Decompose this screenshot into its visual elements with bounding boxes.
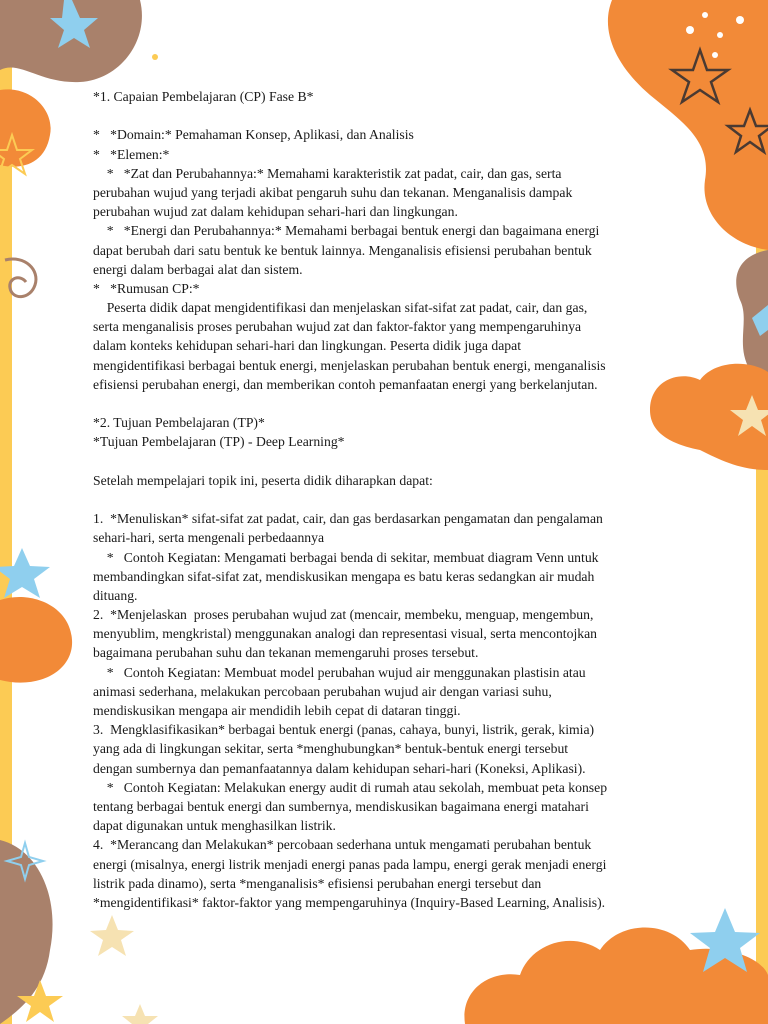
text-line: perubahan wujud zat dalam kehidupan sehari-hari dan lingkungan.	[93, 204, 458, 220]
text-line: * Contoh Kegiatan: Mengamati berbagai benda di sekitar, membuat diagram Venn untuk	[93, 549, 599, 565]
document-text	[93, 87, 685, 912]
text-line: *Tujuan Pembelajaran (TP) - Deep Learning*	[93, 434, 345, 450]
text-line: dapat digunakan untuk menghasilkan listrik.	[93, 818, 336, 834]
text-line: * *Energi dan Perubahannya:* Memahami berbagai bentuk energi dan bagaimana energi	[93, 223, 600, 239]
bottom-left-cream-star-2	[122, 1004, 158, 1024]
text-line: * *Zat dan Perubahannya:* Memahami karakteristik zat padat, cair, dan gas, serta	[93, 165, 562, 181]
text-line: dapat berubah dari satu bentuk ke bentuk lainnya. Menganalisis efisiensi perubahan bentuk	[93, 242, 592, 258]
text-line: 2. *Menjelaskan proses perubahan wujud zat (mencair, membeku, menguap, mengembun,	[93, 607, 594, 623]
text-line: * *Elemen:*	[93, 146, 170, 162]
text-line: efisiensi perubahan energi, dan memberikan contoh pemanfaatan energi yang berkelanjutan.	[93, 376, 598, 392]
top-left-dot	[152, 54, 158, 60]
text-line: * *Domain:* Pemahaman Konsep, Aplikasi, dan Analisis	[93, 127, 414, 143]
blank-line	[93, 490, 685, 509]
blank-line	[93, 106, 685, 125]
text-line: membandingkan sifat-sifat zat, mendiskusikan mengapa es batu keras sedangkan air mudah	[93, 568, 595, 584]
blank-line	[93, 394, 685, 413]
text-line: *2. Tujuan Pembelajaran (TP)*	[93, 415, 265, 431]
text-line: yang ada di lingkungan sekitar, serta *menghubungkan* bentuk-bentuk energi tersebut	[93, 741, 569, 757]
text-line: animasi sederhana, melakukan percobaan perubahan wujud air dengan variasi suhu,	[93, 683, 552, 699]
text-line: *mengidentifikasi* faktor-faktor yang mempengaruhinya (Inquiry-Based Learning, Analisis).	[93, 894, 606, 910]
top-right-dot-2	[702, 12, 708, 18]
top-right-dot-1	[686, 26, 694, 34]
text-line: *1. Capaian Pembelajaran (CP) Fase B*	[93, 89, 314, 104]
text-line: mendiskusikan mengapa air mendidih lebih cepat di dataran tinggi.	[93, 703, 461, 718]
text-line: serta menganalisis proses perubahan wujud zat dan faktor-faktor yang mempengaruhinya	[93, 319, 582, 335]
bottom-left-cream-star	[90, 915, 134, 956]
text-line: mengidentifikasi berbagai bentuk energi, menjelaskan perubahan bentuk energi, menganalisis	[93, 357, 606, 373]
text-line: listrik pada dinamo), serta *menganalisis* efisiensi perubahan energi tersebut dan	[93, 875, 542, 891]
text-line: dalam konteks kehidupan sehari-hari dan lingkungan. Peserta didik juga dapat	[93, 338, 521, 354]
top-right-dot-5	[712, 52, 718, 58]
text-line: Peserta didik dapat mengidentifikasi dan menjelaskan sifat-sifat zat padat, cair, dan gas,	[93, 300, 588, 316]
text-line: * Contoh Kegiatan: Melakukan energy audit di rumah atau sekolah, membuat peta konsep	[93, 779, 608, 795]
text-line: 3. Mengklasifikasikan* berbagai bentuk energi (panas, cahaya, bunyi, listrik, gerak, kimia)	[93, 722, 595, 738]
text-line: dituang.	[93, 587, 138, 603]
text-line: tentang berbagai bentuk energi dan sumbernya, mendiskusikan bagaimana energi matahari	[93, 798, 589, 814]
text-line: bagaimana perubahan suhu dan tekanan memengaruhi proses tersebut.	[93, 645, 479, 661]
top-right-dot-4	[736, 16, 744, 24]
text-line: sehari-hari, serta mengenali perbedaannya	[93, 530, 325, 546]
text-line: dengan sumbernya dan pemanfaatannya dalam kehidupan sehari-hari (Koneksi, Aplikasi).	[93, 760, 586, 776]
text-line: 4. *Merancang dan Melakukan* percobaan sederhana untuk mengamati perubahan bentuk	[93, 837, 592, 853]
blank-line	[93, 452, 685, 471]
text-line: Setelah mempelajari topik ini, peserta didik diharapkan dapat:	[93, 472, 433, 488]
text-line: energi dalam berbagai alat dan sistem.	[93, 261, 303, 277]
text-line: * *Rumusan CP:*	[93, 280, 200, 296]
text-line: perubahan wujud yang terjadi akibat pengaruh suhu dan tekanan. Menganalisis dampak	[93, 184, 573, 200]
text-line: * Contoh Kegiatan: Membuat model perubahan wujud air menggunakan plastisin atau	[93, 664, 586, 680]
text-line: energi (misalnya, energi listrik menjadi energi panas pada lampu, energi gerak menjadi energi	[93, 856, 607, 872]
top-right-dot-3	[717, 32, 723, 38]
text-line: 1. *Menuliskan* sifat-sifat zat padat, cair, dan gas berdasarkan pengamatan dan pengalaman	[93, 511, 603, 527]
text-line: menyublim, mengkristal) menggunakan analogi dan representasi visual, serta mencontojkan	[93, 626, 598, 642]
left-mid-orange-blob	[0, 597, 72, 683]
